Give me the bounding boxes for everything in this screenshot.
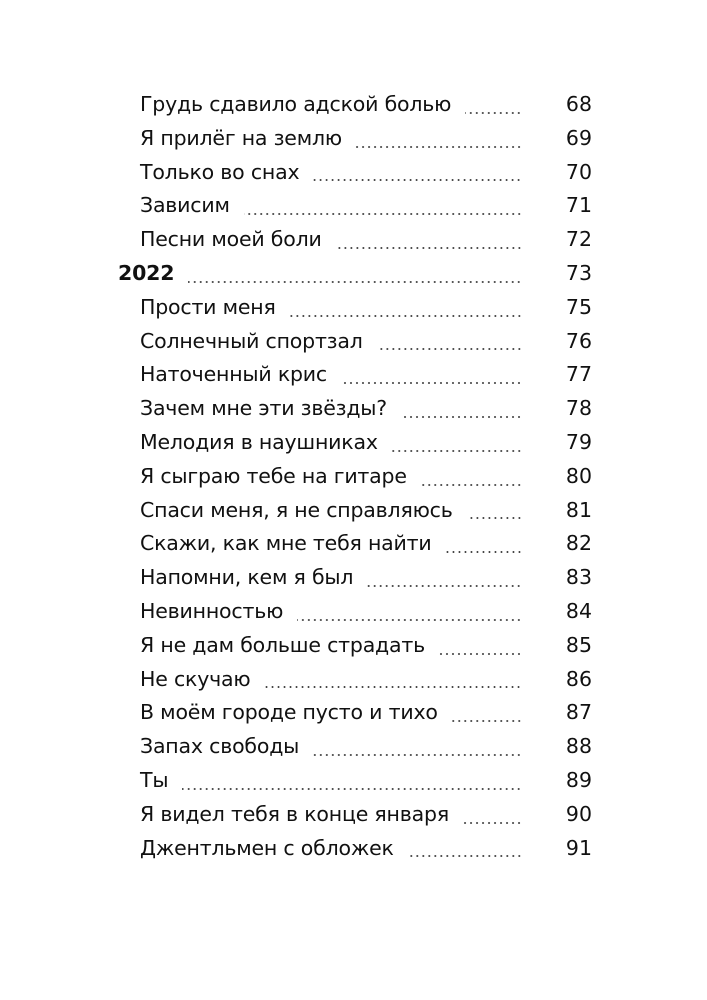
- toc-entry-title: Песни моей боли: [140, 227, 322, 252]
- toc-entry[interactable]: [118, 88, 592, 122]
- toc-entry-page-number: 85: [565, 632, 592, 657]
- toc-entry[interactable]: [118, 358, 592, 392]
- dot-leader: [467, 517, 522, 519]
- toc-entry-page-number: 84: [565, 598, 592, 623]
- toc-entry-title: Я прилёг на землю: [140, 125, 342, 150]
- toc-entry-page-number: 71: [565, 193, 592, 218]
- dot-leader: [188, 281, 522, 283]
- dot-leader: [392, 450, 522, 452]
- toc-entry-title: 2022: [118, 260, 175, 285]
- toc-entry-page-number: 89: [565, 767, 592, 792]
- toc-entry-page-number: 76: [565, 328, 592, 353]
- toc-entry[interactable]: [118, 595, 592, 629]
- toc-entry[interactable]: [118, 325, 592, 359]
- dot-leader: [182, 788, 522, 790]
- dot-leader: [341, 382, 522, 384]
- toc-entry[interactable]: [118, 223, 592, 257]
- dot-leader: [297, 619, 522, 621]
- toc-entry[interactable]: [118, 663, 592, 697]
- toc-entry-title: Запах свободы: [140, 734, 300, 759]
- toc-entry[interactable]: [118, 696, 592, 730]
- toc-entry-page-number: 69: [565, 125, 592, 150]
- toc-entry-page-number: 73: [565, 260, 592, 285]
- toc-entry-title: Наточенный крис: [140, 362, 328, 387]
- toc-entry-page-number: 75: [565, 294, 592, 319]
- dot-leader: [421, 484, 522, 486]
- toc-entry-page-number: 78: [565, 396, 592, 421]
- toc-section-heading[interactable]: [118, 257, 592, 291]
- toc-entry[interactable]: [118, 460, 592, 494]
- toc-entry-page-number: 88: [565, 734, 592, 759]
- toc-entry-page-number: 72: [565, 227, 592, 252]
- dot-leader: [463, 822, 522, 824]
- toc-entry-page-number: 90: [565, 801, 592, 826]
- toc-entry-title: Спаси меня, я не справляюсь: [140, 497, 453, 522]
- dot-leader: [356, 146, 522, 148]
- toc-entry-page-number: 81: [565, 497, 592, 522]
- toc-entry[interactable]: [118, 291, 592, 325]
- dot-leader: [367, 585, 522, 587]
- toc-entry-title: Не скучаю: [140, 666, 251, 691]
- dot-leader: [452, 720, 522, 722]
- toc-entry[interactable]: [118, 122, 592, 156]
- toc-entry-title: Мелодия в наушниках: [140, 429, 378, 454]
- toc-entry[interactable]: [118, 156, 592, 190]
- toc-entry-title: Солнечный спортзал: [140, 328, 363, 353]
- toc-entry-title: Зачем мне эти звёзды?: [140, 396, 387, 421]
- toc-entry-page-number: 68: [565, 92, 592, 116]
- toc-entry[interactable]: [118, 730, 592, 764]
- toc-entry-page-number: 82: [565, 531, 592, 556]
- toc-entry[interactable]: [118, 561, 592, 595]
- toc-entry-page-number: 80: [565, 463, 592, 488]
- toc-entry[interactable]: [118, 629, 592, 663]
- toc-entry-title: Скажи, как мне тебя найти: [140, 531, 432, 556]
- toc-entry-title: Я не дам больше страдать: [140, 632, 426, 657]
- toc-entry-title: Джентльмен с обложек: [140, 835, 394, 860]
- toc-entry-title: Зависим: [140, 193, 230, 218]
- toc-entry-page-number: 87: [565, 700, 592, 725]
- dot-leader: [336, 247, 522, 249]
- dot-leader: [244, 213, 522, 215]
- dot-leader: [377, 348, 522, 350]
- toc-entry[interactable]: [118, 764, 592, 798]
- dot-leader: [465, 112, 522, 114]
- toc-entry-page-number: 70: [565, 159, 592, 184]
- dot-leader: [313, 179, 522, 181]
- table-of-contents: [118, 88, 592, 865]
- dot-leader: [313, 754, 522, 756]
- toc-entry-title: Напомни, кем я был: [140, 565, 354, 590]
- toc-entry-page-number: 79: [565, 429, 592, 454]
- dot-leader: [439, 653, 522, 655]
- dot-leader: [446, 551, 522, 553]
- dot-leader: [401, 416, 522, 418]
- dot-leader: [290, 315, 522, 317]
- toc-entry[interactable]: [118, 798, 592, 832]
- toc-entry-title: Прости меня: [140, 294, 276, 319]
- toc-entry[interactable]: [118, 189, 592, 223]
- toc-entry-title: Невинностью: [140, 598, 284, 623]
- toc-entry[interactable]: [118, 392, 592, 426]
- toc-entry-title: Только во снах: [140, 159, 300, 184]
- toc-entry[interactable]: [118, 426, 592, 460]
- toc-entry-title: В моём городе пусто и тихо: [140, 700, 438, 725]
- toc-entry-page-number: 86: [565, 666, 592, 691]
- toc-entry-title: Ты: [140, 767, 169, 792]
- toc-entry-title: Грудь сдавило адской болью: [140, 92, 452, 116]
- toc-entry-title: Я сыграю тебе на гитаре: [140, 463, 407, 488]
- toc-entry[interactable]: [118, 494, 592, 528]
- toc-entry[interactable]: [118, 527, 592, 561]
- dot-leader: [408, 855, 522, 857]
- toc-entry-page-number: 77: [565, 362, 592, 387]
- toc-entry[interactable]: [118, 832, 592, 866]
- dot-leader: [264, 686, 522, 688]
- toc-entry-title: Я видел тебя в конце января: [140, 801, 449, 826]
- toc-entry-page-number: 91: [565, 835, 592, 860]
- toc-entry-page-number: 83: [565, 565, 592, 590]
